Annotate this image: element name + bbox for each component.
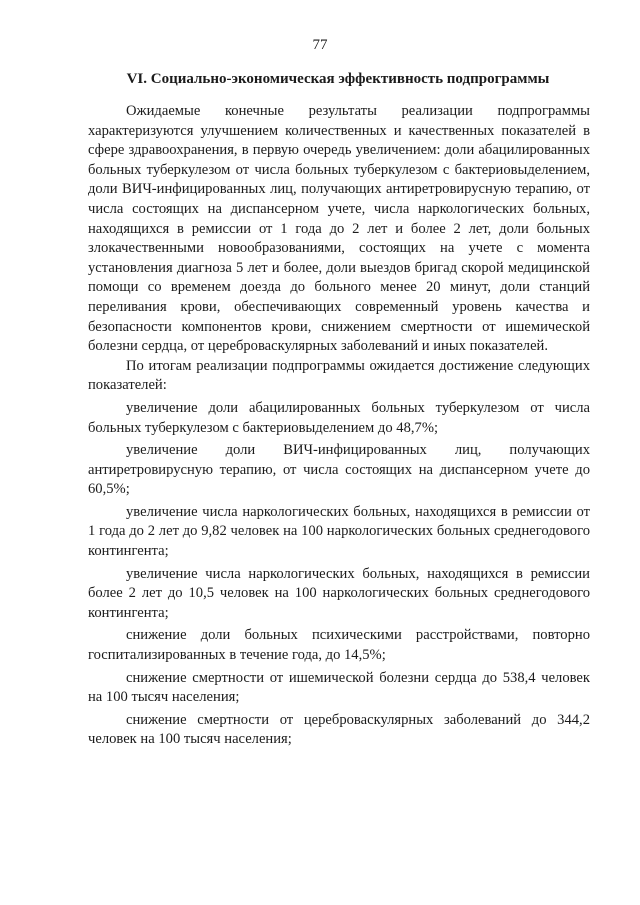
list-item-remission-over-2-years: увеличение числа наркологических больных, находящихся в ремиссии более 2 лет до 10,5 человек на 100 наркологических больных среднегодового контингента; [88, 565, 590, 621]
list-item-tuberculosis: увеличение доли абацилированных больных туберкулезом от числа больных туберкулезом с бактериовыделением до 48,7%; [88, 399, 590, 436]
list-item-ischemic-mortality: снижение смертности от ишемической болезни сердца до 538,4 человек на 100 тысяч населения; [88, 669, 590, 706]
document-body [88, 102, 590, 750]
section-heading: VI. Социально-экономическая эффективность подпрограммы [126, 71, 550, 87]
list-item-cerebrovascular-mortality: снижение смертности от цереброваскулярных заболеваний до 344,2 человек на 100 тысяч населения; [88, 711, 590, 748]
list-item-psychiatric-rehospitalization: снижение доли больных психическими расстройствами, повторно госпитализированных в течение года, до 14,5%; [88, 627, 590, 664]
list-item-hiv-therapy: увеличение доли ВИЧ-инфицированных лиц, получающих антиретровирусную терапию, от числа состоящих на диспансерном учете до 60,5%; [88, 442, 590, 498]
paragraph-indicators-intro: По итогам реализации подпрограммы ожидается достижение следующих показателей: [88, 357, 590, 394]
list-item-remission-1-2-years: увеличение числа наркологических больных, находящихся в ремиссии от 1 года до 2 лет до 9,82 человек на 100 наркологических больных среднегодового контингента; [88, 503, 590, 560]
paragraph-expected-results: Ожидаемые конечные результаты реализации подпрограммы характеризуются улучшением количественных и качественных показателей в сфере здравоохранения, в первую очередь увеличением: доли абацилированных больных туберкулезом от числа больных туберкулезом с бактериовыделением, доли ВИЧ-инфицированных лиц, получающих антиретровирусную терапию, от числа состоящих на диспансерном учете, числа наркологических больных, находящихся в ремиссии от 1 года до 2 лет и более 2 лет, доли больных злокачественными новообразованиями, состоящих на учете с момента установления диагноза 5 лет и более, доли выездов бригад скорой медицинской помощи со временем доезда до больного менее 20 минут, доли станций переливания крови, обеспечивающих современный уровень качества и безопасности компонентов крови, снижением смертности от ишемической болезни сердца, от цереброваскулярных заболеваний и иных показателей. [88, 103, 590, 355]
page-number: 77 [312, 37, 328, 53]
